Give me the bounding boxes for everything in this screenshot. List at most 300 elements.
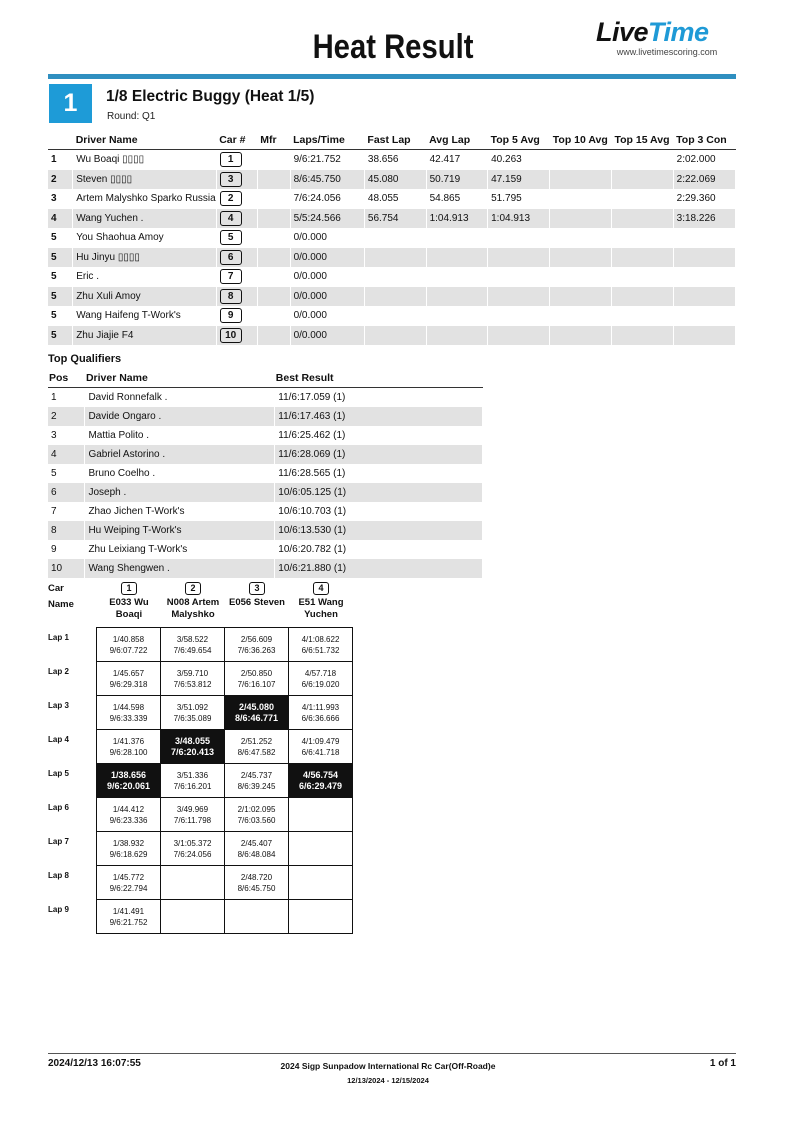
result-pos: 5 bbox=[48, 267, 73, 287]
result-laps: 7/6:24.056 bbox=[290, 189, 364, 209]
lap-cell bbox=[161, 730, 225, 764]
car-name bbox=[225, 597, 289, 609]
result-pos: 5 bbox=[48, 306, 73, 326]
lap-cell-empty bbox=[225, 900, 289, 934]
result-top3con bbox=[673, 306, 735, 326]
result-top3con bbox=[673, 287, 735, 307]
result-name: Artem Malyshko Sparko Russia bbox=[73, 189, 217, 209]
tq-name: Zhao Jichen T-Work's bbox=[85, 502, 275, 521]
results-col-header: Top 5 Avg bbox=[488, 131, 550, 150]
lap-grid-car-column bbox=[161, 582, 225, 621]
lap-cell bbox=[225, 662, 289, 696]
result-top5 bbox=[488, 326, 550, 346]
lap-total: 7/6:16.107 bbox=[237, 679, 276, 689]
lap-total: 6/6:36.666 bbox=[301, 713, 340, 723]
result-top3con: 3:18.226 bbox=[673, 209, 735, 229]
car-name-line1: N008 Artem bbox=[166, 597, 220, 608]
table-row bbox=[48, 464, 483, 483]
logo-word-time: Time bbox=[648, 17, 709, 47]
result-laps: 8/6:45.750 bbox=[290, 170, 364, 190]
result-car bbox=[216, 170, 257, 190]
lap-grid-name-label: Name bbox=[48, 599, 74, 610]
lap-total: 7/6:49.654 bbox=[173, 645, 212, 655]
result-name: Zhu Xuli Amoy bbox=[73, 287, 217, 307]
tq-name: Joseph . bbox=[85, 483, 275, 502]
page-title: Heat Result bbox=[312, 28, 474, 66]
lap-total: 9/6:07.722 bbox=[109, 645, 148, 655]
livetime-logo bbox=[596, 18, 738, 64]
lap-grid-car-column bbox=[225, 582, 289, 609]
lap-row bbox=[48, 764, 353, 798]
table-row bbox=[48, 426, 483, 445]
lap-cell bbox=[289, 628, 353, 662]
result-top10 bbox=[550, 189, 612, 209]
lap-cell bbox=[289, 696, 353, 730]
result-top3con bbox=[673, 326, 735, 346]
result-top15 bbox=[611, 170, 673, 190]
footer-event-name: 2024 Sigp Sunpadow International Rc Car(Off-Road)e bbox=[280, 1061, 496, 1071]
lap-total: 7/6:20.413 bbox=[170, 746, 215, 757]
footer-divider bbox=[48, 1053, 736, 1054]
lap-position-time: 1/44.598 bbox=[112, 702, 145, 712]
result-mfr bbox=[257, 150, 290, 170]
table-row bbox=[48, 248, 736, 268]
car-name bbox=[97, 597, 161, 621]
result-mfr bbox=[257, 326, 290, 346]
lap-total: 6/6:51.732 bbox=[301, 645, 340, 655]
tq-name: Wang Shengwen . bbox=[85, 559, 275, 578]
result-top3con bbox=[673, 267, 735, 287]
lap-cell bbox=[225, 832, 289, 866]
lap-total: 9/6:33.339 bbox=[109, 713, 148, 723]
result-fast bbox=[364, 267, 426, 287]
result-fast bbox=[364, 248, 426, 268]
tq-name: Mattia Polito . bbox=[85, 426, 275, 445]
lap-row bbox=[48, 628, 353, 662]
tq-pos: 5 bbox=[48, 464, 85, 483]
table-row bbox=[48, 209, 736, 229]
lap-position-time: 3/51.092 bbox=[176, 702, 209, 712]
top-qualifiers-table bbox=[48, 369, 483, 578]
table-row bbox=[48, 502, 483, 521]
result-avg bbox=[426, 267, 488, 287]
lap-row bbox=[48, 900, 353, 934]
car-number-badge: 5 bbox=[220, 230, 242, 245]
table-row bbox=[48, 407, 483, 426]
lap-row bbox=[48, 730, 353, 764]
result-avg bbox=[426, 287, 488, 307]
result-mfr bbox=[257, 306, 290, 326]
tq-name: Gabriel Astorino . bbox=[85, 445, 275, 464]
lap-position-time: 4/1:11.993 bbox=[301, 702, 340, 712]
lap-cell bbox=[97, 832, 161, 866]
result-top5: 1:04.913 bbox=[488, 209, 550, 229]
lap-total: 9/6:29.318 bbox=[109, 679, 148, 689]
lap-position-time: 3/51.336 bbox=[176, 770, 209, 780]
result-avg: 42.417 bbox=[426, 150, 488, 170]
lap-cell bbox=[97, 900, 161, 934]
lap-total: 6/6:29.479 bbox=[298, 780, 343, 791]
lap-grid-car-column bbox=[289, 582, 353, 621]
lap-total: 9/6:21.752 bbox=[109, 917, 148, 927]
lap-position-time: 1/41.376 bbox=[112, 736, 145, 746]
lap-total: 9/6:18.629 bbox=[109, 849, 148, 859]
tq-name: David Ronnefalk . bbox=[85, 388, 275, 408]
lap-total: 8/6:46.771 bbox=[234, 712, 279, 723]
lap-position-time: 3/49.969 bbox=[176, 804, 209, 814]
results-col-header: Top 3 Con bbox=[673, 131, 735, 150]
car-number-badge: 2 bbox=[185, 582, 201, 595]
lap-label: Lap 7 bbox=[48, 836, 69, 846]
lap-cell bbox=[97, 730, 161, 764]
result-top5: 47.159 bbox=[488, 170, 550, 190]
lap-total: 9/6:20.061 bbox=[106, 780, 151, 791]
lap-position-time: 4/56.754 bbox=[302, 769, 339, 780]
result-laps: 0/0.000 bbox=[290, 326, 364, 346]
result-mfr bbox=[257, 287, 290, 307]
result-laps: 0/0.000 bbox=[290, 306, 364, 326]
result-top5 bbox=[488, 306, 550, 326]
result-top15 bbox=[611, 267, 673, 287]
result-name: Hu Jinyu ▯▯▯▯ bbox=[73, 248, 217, 268]
table-row bbox=[48, 388, 483, 408]
lap-cell bbox=[161, 628, 225, 662]
tq-best: 10/6:10.703 (1) bbox=[275, 502, 483, 521]
lap-cell bbox=[225, 730, 289, 764]
result-car bbox=[216, 306, 257, 326]
result-car bbox=[216, 189, 257, 209]
result-pos: 5 bbox=[48, 326, 73, 346]
top-qualifiers-title: Top Qualifiers bbox=[48, 353, 122, 365]
result-top10 bbox=[550, 228, 612, 248]
logo-url: www.livetimescoring.com bbox=[616, 47, 718, 57]
tq-pos: 1 bbox=[48, 388, 85, 408]
result-top10 bbox=[550, 170, 612, 190]
result-top15 bbox=[611, 287, 673, 307]
lap-cell-empty bbox=[289, 866, 353, 900]
tq-pos: 9 bbox=[48, 540, 85, 559]
lap-row bbox=[48, 696, 353, 730]
result-laps: 0/0.000 bbox=[290, 267, 364, 287]
car-number-badge: 3 bbox=[220, 172, 242, 187]
result-name: Zhu Jiajie F4 bbox=[73, 326, 217, 346]
result-top15 bbox=[611, 326, 673, 346]
tq-best: 11/6:28.565 (1) bbox=[275, 464, 483, 483]
result-pos: 2 bbox=[48, 170, 73, 190]
tq-best: 10/6:21.880 (1) bbox=[275, 559, 483, 578]
table-row bbox=[48, 306, 736, 326]
car-name bbox=[289, 597, 353, 621]
lap-cell-empty bbox=[161, 866, 225, 900]
result-car bbox=[216, 326, 257, 346]
lap-cell bbox=[161, 798, 225, 832]
result-mfr bbox=[257, 228, 290, 248]
lap-label: Lap 6 bbox=[48, 802, 69, 812]
car-name-line1: E033 Wu bbox=[109, 597, 149, 608]
result-top5: 40.263 bbox=[488, 150, 550, 170]
result-top15 bbox=[611, 248, 673, 268]
lap-cell bbox=[225, 628, 289, 662]
lap-total: 8/6:48.084 bbox=[237, 849, 276, 859]
tq-name: Zhu Leixiang T-Work's bbox=[85, 540, 275, 559]
result-mfr bbox=[257, 267, 290, 287]
result-top10 bbox=[550, 326, 612, 346]
lap-position-time: 4/1:08.622 bbox=[301, 634, 340, 644]
lap-position-time: 1/45.657 bbox=[112, 668, 145, 678]
result-car bbox=[216, 209, 257, 229]
logo-word-live: Live bbox=[596, 17, 649, 47]
lap-position-time: 2/56.609 bbox=[240, 634, 273, 644]
result-pos: 5 bbox=[48, 228, 73, 248]
result-avg bbox=[426, 248, 488, 268]
car-name-line2: Yuchen bbox=[304, 609, 338, 620]
result-fast bbox=[364, 228, 426, 248]
car-number-badge: 1 bbox=[220, 152, 242, 167]
lap-cell bbox=[161, 832, 225, 866]
car-number-badge: 1 bbox=[121, 582, 137, 595]
results-col-header: Driver Name bbox=[73, 131, 217, 150]
lap-label: Lap 1 bbox=[48, 632, 69, 642]
lap-position-time: 4/57.718 bbox=[304, 668, 337, 678]
result-name: Eric . bbox=[73, 267, 217, 287]
lap-cell-empty bbox=[161, 900, 225, 934]
car-number-badge: 7 bbox=[220, 269, 242, 284]
result-top3con bbox=[673, 228, 735, 248]
lap-cell-empty bbox=[289, 798, 353, 832]
result-name: Steven ▯▯▯▯ bbox=[73, 170, 217, 190]
tq-col-header: Pos bbox=[48, 369, 85, 388]
result-top10 bbox=[550, 248, 612, 268]
table-row bbox=[48, 540, 483, 559]
lap-total: 7/6:35.089 bbox=[173, 713, 212, 723]
lap-cell-empty bbox=[289, 900, 353, 934]
lap-total: 9/6:28.100 bbox=[109, 747, 148, 757]
result-car bbox=[216, 150, 257, 170]
round-label: Round: Q1 bbox=[107, 111, 156, 122]
result-top15 bbox=[611, 306, 673, 326]
result-top3con: 2:02.000 bbox=[673, 150, 735, 170]
lap-position-time: 3/59.710 bbox=[176, 668, 209, 678]
lap-position-time: 1/38.656 bbox=[110, 769, 147, 780]
lap-cell bbox=[225, 798, 289, 832]
lap-cell bbox=[225, 866, 289, 900]
tq-best: 10/6:13.530 (1) bbox=[275, 521, 483, 540]
lap-total: 8/6:39.245 bbox=[237, 781, 276, 791]
car-name-line2: Boaqi bbox=[115, 609, 143, 620]
lap-cell bbox=[161, 662, 225, 696]
lap-label: Lap 9 bbox=[48, 904, 69, 914]
lap-row bbox=[48, 832, 353, 866]
result-laps: 9/6:21.752 bbox=[290, 150, 364, 170]
lap-position-time: 3/1:05.372 bbox=[173, 838, 212, 848]
lap-cell bbox=[97, 628, 161, 662]
lap-total: 7/6:24.056 bbox=[173, 849, 212, 859]
lap-grid-car-column bbox=[97, 582, 161, 621]
result-pos: 1 bbox=[48, 150, 73, 170]
lap-total: 9/6:23.336 bbox=[109, 815, 148, 825]
result-top5 bbox=[488, 228, 550, 248]
lap-total: 8/6:47.582 bbox=[237, 747, 276, 757]
car-number-badge: 2 bbox=[220, 191, 242, 206]
result-top15 bbox=[611, 228, 673, 248]
table-row bbox=[48, 150, 736, 170]
result-name: You Shaohua Amoy bbox=[73, 228, 217, 248]
lap-cell-empty bbox=[289, 832, 353, 866]
tq-pos: 10 bbox=[48, 559, 85, 578]
table-row bbox=[48, 326, 736, 346]
result-avg: 50.719 bbox=[426, 170, 488, 190]
result-top3con: 2:22.069 bbox=[673, 170, 735, 190]
table-row bbox=[48, 559, 483, 578]
car-number-badge: 4 bbox=[220, 211, 242, 226]
footer-print-date: 2024/12/13 16:07:55 bbox=[48, 1058, 141, 1069]
lap-total: 6/6:41.718 bbox=[301, 747, 340, 757]
lap-cell bbox=[289, 764, 353, 798]
table-row bbox=[48, 483, 483, 502]
lap-cell bbox=[97, 798, 161, 832]
table-row bbox=[48, 287, 736, 307]
lap-cell bbox=[289, 662, 353, 696]
lap-grid-car-label: Car bbox=[48, 583, 64, 594]
car-number-badge: 9 bbox=[220, 308, 242, 323]
result-top15 bbox=[611, 209, 673, 229]
results-col-header: Mfr bbox=[257, 131, 290, 150]
lap-position-time: 1/38.932 bbox=[112, 838, 145, 848]
results-col-header bbox=[48, 131, 73, 150]
result-mfr bbox=[257, 170, 290, 190]
car-name-line1: E51 Wang bbox=[298, 597, 344, 608]
result-avg: 54.865 bbox=[426, 189, 488, 209]
lap-position-time: 2/50.850 bbox=[240, 668, 273, 678]
result-fast bbox=[364, 287, 426, 307]
result-pos: 5 bbox=[48, 248, 73, 268]
tq-best: 11/6:25.462 (1) bbox=[275, 426, 483, 445]
lap-row bbox=[48, 662, 353, 696]
tq-pos: 8 bbox=[48, 521, 85, 540]
result-top5 bbox=[488, 248, 550, 268]
heat-title: 1/8 Electric Buggy (Heat 1/5) bbox=[106, 88, 315, 105]
result-pos: 3 bbox=[48, 189, 73, 209]
lap-row bbox=[48, 866, 353, 900]
lap-cell bbox=[97, 764, 161, 798]
lap-position-time: 4/1:09.479 bbox=[301, 736, 340, 746]
car-number-badge: 3 bbox=[249, 582, 265, 595]
top-qualifiers-header-row bbox=[48, 369, 483, 388]
result-top15 bbox=[611, 189, 673, 209]
result-top10 bbox=[550, 150, 612, 170]
result-name: Wang Yuchen . bbox=[73, 209, 217, 229]
tq-name: Bruno Coelho . bbox=[85, 464, 275, 483]
result-fast: 38.656 bbox=[364, 150, 426, 170]
lap-label: Lap 4 bbox=[48, 734, 69, 744]
car-name-line1: E056 Steven bbox=[229, 597, 285, 608]
lap-position-time: 1/44.412 bbox=[112, 804, 145, 814]
lap-cell bbox=[97, 866, 161, 900]
tq-name: Davide Ongaro . bbox=[85, 407, 275, 426]
result-car bbox=[216, 287, 257, 307]
result-pos: 5 bbox=[48, 287, 73, 307]
logo-wordmark bbox=[596, 18, 738, 46]
result-car bbox=[216, 248, 257, 268]
tq-best: 10/6:05.125 (1) bbox=[275, 483, 483, 502]
result-top10 bbox=[550, 209, 612, 229]
results-table bbox=[48, 131, 736, 345]
lap-position-time: 1/41.491 bbox=[112, 906, 145, 916]
table-row bbox=[48, 228, 736, 248]
result-top5 bbox=[488, 287, 550, 307]
footer-page-number: 1 of 1 bbox=[709, 1058, 736, 1069]
lap-position-time: 2/45.407 bbox=[240, 838, 273, 848]
lap-cell bbox=[225, 696, 289, 730]
lap-label: Lap 3 bbox=[48, 700, 69, 710]
result-mfr bbox=[257, 209, 290, 229]
result-fast bbox=[364, 306, 426, 326]
result-top10 bbox=[550, 306, 612, 326]
result-car bbox=[216, 267, 257, 287]
table-row bbox=[48, 267, 736, 287]
result-avg bbox=[426, 228, 488, 248]
lap-position-time: 2/45.080 bbox=[238, 701, 275, 712]
result-laps: 0/0.000 bbox=[290, 287, 364, 307]
result-mfr bbox=[257, 248, 290, 268]
result-car bbox=[216, 228, 257, 248]
car-number-badge: 4 bbox=[313, 582, 329, 595]
result-top5 bbox=[488, 267, 550, 287]
lap-total: 7/6:16.201 bbox=[173, 781, 212, 791]
heat-number-badge: 1 bbox=[49, 84, 92, 123]
result-top15 bbox=[611, 150, 673, 170]
results-col-header: Car # bbox=[216, 131, 257, 150]
tq-best: 11/6:17.059 (1) bbox=[275, 388, 483, 408]
result-fast: 48.055 bbox=[364, 189, 426, 209]
result-mfr bbox=[257, 189, 290, 209]
lap-position-time: 1/40.858 bbox=[112, 634, 145, 644]
lap-total: 9/6:22.794 bbox=[109, 883, 148, 893]
tq-best: 10/6:20.782 (1) bbox=[275, 540, 483, 559]
lap-label: Lap 2 bbox=[48, 666, 69, 676]
tq-pos: 6 bbox=[48, 483, 85, 502]
tq-col-header: Driver Name bbox=[85, 369, 275, 388]
car-name bbox=[161, 597, 225, 621]
tq-pos: 3 bbox=[48, 426, 85, 445]
tq-pos: 7 bbox=[48, 502, 85, 521]
result-avg: 1:04.913 bbox=[426, 209, 488, 229]
lap-label: Lap 5 bbox=[48, 768, 69, 778]
result-top10 bbox=[550, 267, 612, 287]
lap-cell bbox=[97, 662, 161, 696]
lap-total: 7/6:03.560 bbox=[237, 815, 276, 825]
lap-cell bbox=[289, 730, 353, 764]
results-col-header: Top 15 Avg bbox=[611, 131, 673, 150]
lap-total: 7/6:36.263 bbox=[237, 645, 276, 655]
table-row bbox=[48, 189, 736, 209]
results-col-header: Top 10 Avg bbox=[550, 131, 612, 150]
lap-total: 7/6:11.798 bbox=[173, 815, 212, 825]
lap-position-time: 2/48.720 bbox=[240, 872, 273, 882]
lap-row bbox=[48, 798, 353, 832]
lap-position-time: 2/51.252 bbox=[240, 736, 273, 746]
table-row bbox=[48, 170, 736, 190]
result-laps: 0/0.000 bbox=[290, 228, 364, 248]
result-pos: 4 bbox=[48, 209, 73, 229]
lap-cell bbox=[161, 696, 225, 730]
footer-event-dates: 12/13/2024 - 12/15/2024 bbox=[347, 1076, 429, 1085]
result-avg bbox=[426, 326, 488, 346]
lap-position-time: 2/1:02.095 bbox=[237, 804, 276, 814]
results-col-header: Avg Lap bbox=[426, 131, 488, 150]
lap-grid-header bbox=[48, 581, 358, 627]
result-top3con: 2:29.360 bbox=[673, 189, 735, 209]
